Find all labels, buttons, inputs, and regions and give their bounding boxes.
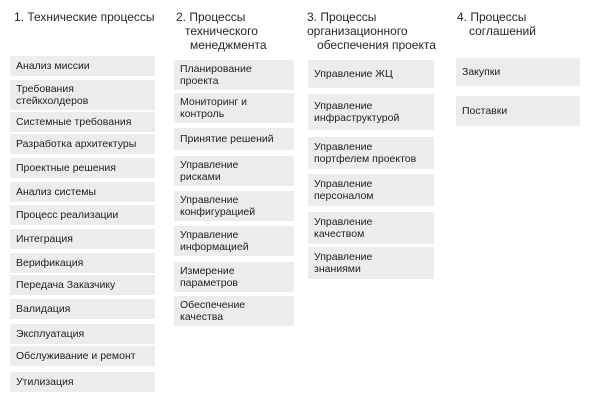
process-box — [174, 296, 294, 326]
process-label: информацией — [180, 241, 249, 253]
process-label: Утилизация — [16, 375, 74, 388]
process-box — [174, 93, 294, 123]
process-box — [308, 137, 434, 169]
process-box — [10, 182, 155, 202]
process-label: Верификация — [16, 256, 84, 269]
process-label: Валидация — [16, 302, 71, 315]
process-label: Системные требования — [16, 115, 132, 128]
process-box — [174, 128, 294, 150]
process-box — [10, 324, 155, 344]
process-label: Управление — [314, 177, 373, 190]
process-box — [456, 96, 580, 126]
process-label: параметров — [180, 277, 238, 289]
process-label: Требования — [16, 82, 74, 95]
process-label: рисками — [180, 171, 221, 183]
process-label: Проектные решения — [16, 161, 116, 174]
process-box — [174, 60, 294, 90]
process-box — [10, 112, 155, 132]
process-box — [10, 253, 155, 273]
process-label: Принятие решений — [180, 132, 274, 145]
process-label: качества — [180, 311, 224, 323]
process-box — [308, 174, 434, 206]
process-box — [10, 299, 155, 319]
process-box — [10, 134, 155, 154]
process-box — [174, 191, 294, 221]
process-box — [174, 226, 294, 256]
process-label: проекта — [180, 75, 219, 87]
process-label: Планирование — [180, 62, 252, 75]
process-label: Мониторинг и — [180, 95, 248, 108]
process-label: Управление — [180, 158, 239, 171]
process-label: конфигурацией — [180, 206, 256, 218]
process-label: Управление — [314, 99, 373, 112]
process-label: Измерение — [180, 264, 235, 277]
column-heading: 1. Технические процессы — [14, 10, 155, 24]
process-label: Управление — [314, 215, 373, 228]
process-box — [10, 229, 155, 249]
process-label: персоналом — [314, 190, 374, 202]
process-label: Процесс реализации — [16, 208, 119, 221]
process-label: Управление — [314, 140, 373, 153]
process-label: Анализ системы — [16, 185, 97, 198]
process-box — [174, 156, 294, 186]
process-box — [308, 60, 434, 88]
process-label: Управление — [180, 193, 239, 206]
process-box — [308, 212, 434, 244]
process-box — [10, 372, 155, 392]
process-box — [456, 58, 580, 86]
process-label: Анализ миссии — [16, 59, 90, 72]
process-box — [308, 94, 434, 130]
process-label: Передача Заказчику — [16, 278, 116, 291]
process-box — [10, 158, 155, 178]
column-heading: 4. Процессы соглашений — [457, 10, 536, 38]
process-box — [174, 262, 294, 292]
process-label: Управление — [180, 228, 239, 241]
process-label: портфелем проектов — [314, 153, 417, 165]
process-label: Закупки — [462, 65, 501, 78]
process-box — [10, 56, 155, 76]
process-label: стейкхолдеров — [16, 95, 89, 107]
process-box — [10, 205, 155, 225]
process-box — [10, 80, 155, 110]
process-box — [10, 346, 155, 366]
process-label: Управление ЖЦ — [314, 67, 393, 80]
process-box — [308, 247, 434, 279]
column-heading: 2. Процессы технического менеджмента — [176, 10, 267, 52]
process-label: Разработка архитектуры — [16, 137, 137, 150]
process-label: знаниями — [314, 263, 361, 275]
column-heading: 3. Процессы организационного обеспечения проекта — [307, 10, 436, 52]
process-label: Обслуживание и ремонт — [16, 349, 136, 362]
process-label: Поставки — [462, 104, 508, 117]
process-label: контроль — [180, 108, 225, 120]
process-label: инфраструктурой — [314, 112, 400, 124]
process-label: Эксплуатация — [16, 327, 85, 340]
process-label: Обеспечение — [180, 298, 246, 311]
process-label: Интеграция — [16, 232, 73, 245]
process-box — [10, 275, 155, 295]
process-label: качеством — [314, 228, 365, 240]
process-label: Управление — [314, 250, 373, 263]
